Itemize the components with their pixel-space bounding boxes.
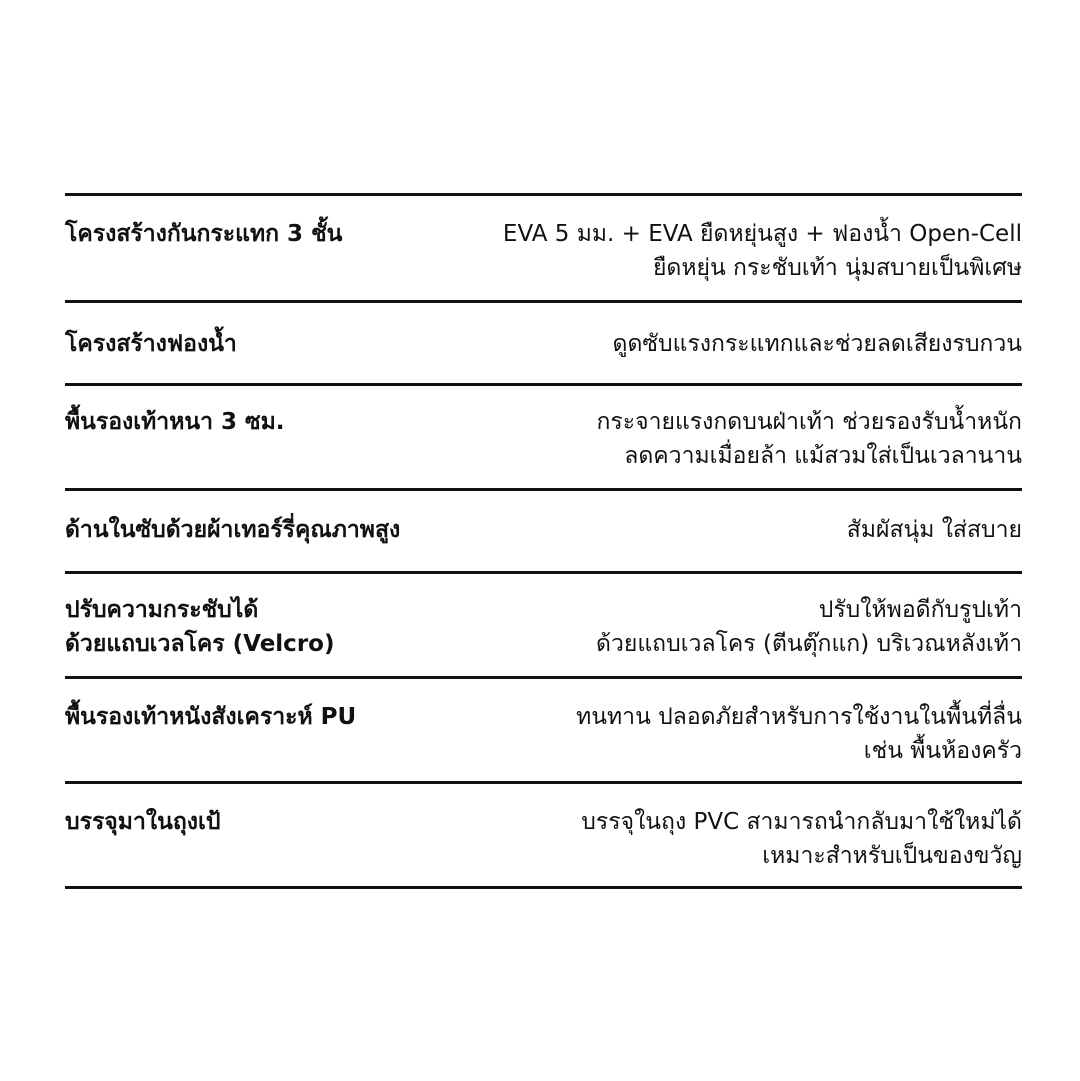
spec-label-line: พื้นรองเท้าหนังสังเคราะห์ PU bbox=[65, 704, 357, 730]
spec-label-line: ด้านในซับด้วยผ้าเทอร์รี่คุณภาพสูง bbox=[65, 517, 401, 543]
spec-value-line: ดูดซับแรงกระแทกและช่วยลดเสียงรบกวน bbox=[612, 331, 1022, 357]
spec-row-cushion-layers bbox=[65, 196, 1022, 300]
spec-label bbox=[65, 513, 400, 547]
spec-value-line: ยืดหยุ่น กระชับเท้า นุ่มสบายเป็นพิเศษ bbox=[652, 255, 1022, 281]
spec-value-line: กระจายแรงกดบนฝ่าเท้า ช่วยรองรับน้ำหนัก bbox=[596, 409, 1022, 435]
spec-label bbox=[65, 805, 220, 839]
spec-value-line: เช่น พื้นห้องครัว bbox=[863, 738, 1022, 764]
spec-value bbox=[596, 593, 1022, 661]
spec-label-line: บรรจุมาในถุงเป้ bbox=[65, 809, 221, 835]
spec-value-line: เหมาะสำหรับเป็นของขวัญ bbox=[762, 843, 1022, 869]
spec-value-line: ลดความเมื่อยล้า แม้สวมใส่เป็นเวลานาน bbox=[624, 443, 1022, 469]
spec-row-foam-structure bbox=[65, 303, 1022, 383]
spec-label bbox=[65, 217, 342, 251]
spec-value-line: ทนทาน ปลอดภัยสำหรับการใช้งานในพื้นที่ลื่น bbox=[576, 704, 1022, 730]
spec-row-sole-thickness bbox=[65, 386, 1022, 488]
spec-row-terry-lining bbox=[65, 491, 1022, 571]
spec-label-line: ปรับความกระชับได้ bbox=[65, 597, 259, 623]
spec-value-line: บรรจุในถุง PVC สามารถนำกลับมาใช้ใหม่ได้ bbox=[581, 809, 1022, 835]
spec-label bbox=[65, 593, 334, 661]
spec-label-line: โครงสร้างกันกระแทก 3 ชั้น bbox=[65, 221, 343, 247]
spec-label bbox=[65, 327, 237, 361]
spec-value bbox=[581, 805, 1022, 873]
spec-value-line: ปรับให้พอดีกับรูปเท้า bbox=[818, 597, 1022, 623]
divider bbox=[65, 886, 1022, 889]
spec-table bbox=[65, 193, 1022, 889]
spec-value-line: EVA 5 มม. + EVA ยืดหยุ่นสูง + ฟองน้ำ Open-Cell bbox=[502, 221, 1022, 247]
spec-value bbox=[847, 513, 1022, 547]
spec-label bbox=[65, 700, 356, 734]
spec-value bbox=[596, 405, 1022, 473]
spec-row-pu-sole bbox=[65, 679, 1022, 781]
spec-value bbox=[503, 217, 1022, 285]
spec-value bbox=[576, 700, 1022, 768]
spec-label-line: พื้นรองเท้าหนา 3 ซม. bbox=[65, 409, 285, 435]
spec-row-packaging bbox=[65, 784, 1022, 886]
spec-value-line: สัมผัสนุ่ม ใส่สบาย bbox=[846, 517, 1022, 543]
spec-label-line: โครงสร้างฟองน้ำ bbox=[65, 331, 237, 357]
spec-label bbox=[65, 405, 285, 439]
spec-label-line: ด้วยแถบเวลโคร (Velcro) bbox=[65, 631, 335, 657]
spec-value-line: ด้วยแถบเวลโคร (ตีนตุ๊กแก) บริเวณหลังเท้า bbox=[596, 631, 1022, 657]
spec-row-velcro-strap bbox=[65, 574, 1022, 676]
spec-value bbox=[613, 327, 1022, 361]
